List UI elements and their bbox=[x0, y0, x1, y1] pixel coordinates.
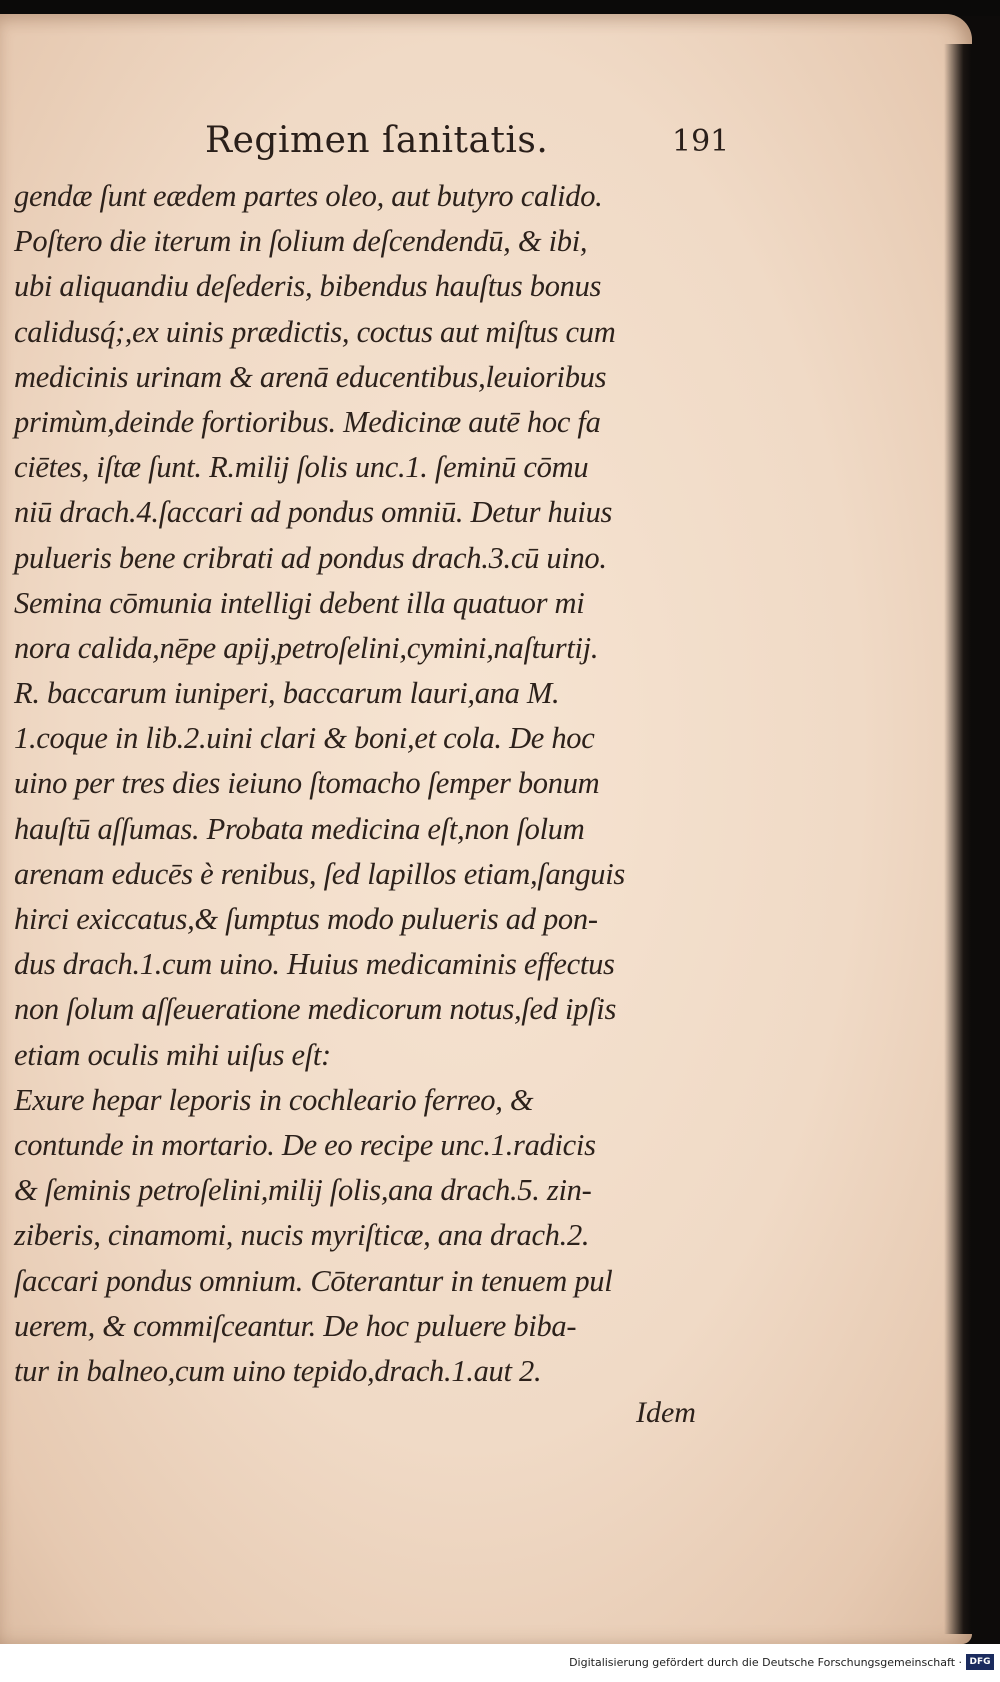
text-line: medicinis urinam & arenā educentibus,leuioribus bbox=[14, 359, 607, 394]
body-text bbox=[14, 174, 714, 1394]
text-line: ſaccari pondus omnium. Cōterantur in tenuem pul bbox=[14, 1263, 613, 1298]
text-line: R. baccarum iuniperi, baccarum lauri,ana M. bbox=[14, 676, 560, 711]
text-line: 1.coque in lib.2.uini clari & boni,et cola. De hoc bbox=[14, 721, 595, 756]
text-line: uino per tres dies ieiuno ſtomacho ſemper bonum bbox=[14, 766, 600, 801]
running-head bbox=[0, 106, 730, 166]
text-line: hirci exiccatus,& ſumptus modo pulueris ad pon- bbox=[14, 902, 598, 936]
text-line: calidusq́;,ex uinis prædictis, coctus aut miſtus cum bbox=[14, 314, 616, 349]
text-line: primùm,deinde fortioribus. Medicinæ autē hoc fa bbox=[14, 404, 601, 439]
text-line: nora calida,nēpe apij,petroſelini,cymini,naſturtij. bbox=[14, 630, 599, 665]
book-page bbox=[0, 14, 972, 1644]
text-line: Exure hepar leporis in cochleario ferreo, & bbox=[14, 1082, 534, 1117]
text-line: & ſeminis petroſelini,milij ſolis,ana drach.5. zin- bbox=[14, 1173, 592, 1208]
page-number: 191 bbox=[672, 124, 730, 159]
text-line: non ſolum aſſeueratione medicorum notus,ſed ipſis bbox=[14, 992, 617, 1027]
text-line: niū drach.4.ſaccari ad pondus omniū. Detur huius bbox=[14, 495, 613, 530]
text-line: etiam oculis mihi uiſus eſt: bbox=[14, 1037, 331, 1072]
footer-credit: Digitalisierung gefördert durch die Deutsche Forschungsgemeinschaft · bbox=[569, 1656, 962, 1669]
text-line: arenam educēs è renibus, ſed lapillos etiam,ſanguis bbox=[14, 856, 625, 891]
text-line: ciētes, iſtæ ſunt. R.milij ſolis unc.1. ſeminū cōmu bbox=[14, 450, 589, 485]
text-line: gendæ ſunt eædem partes oleo, aut butyro calido. bbox=[14, 179, 603, 213]
text-line: pulueris bene cribrati ad pondus drach.3.cū uino. bbox=[14, 540, 607, 575]
dfg-logo-icon: DFG bbox=[966, 1654, 994, 1670]
digitization-footer bbox=[0, 1644, 1000, 1682]
text-line: tur in balneo,cum uino tepido,drach.1.aut 2. bbox=[14, 1353, 542, 1388]
page-edge-shadow bbox=[944, 44, 972, 1634]
text-line: contunde in mortario. De eo recipe unc.1.radicis bbox=[14, 1127, 596, 1162]
catchword: Idem bbox=[636, 1396, 696, 1429]
text-line: dus drach.1.cum uino. Huius medicaminis effectus bbox=[14, 947, 615, 982]
text-line: Semina cōmunia intelligi debent illa quatuor mi bbox=[14, 585, 585, 620]
text-line: uerem, & commiſceantur. De hoc puluere biba- bbox=[14, 1308, 577, 1343]
text-line: ubi aliquandiu deſederis, bibendus hauſtus bonus bbox=[14, 269, 602, 304]
text-line: ziberis, cinamomi, nucis myriſticæ, ana drach.2. bbox=[14, 1218, 590, 1253]
text-line: hauſtū aſſumas. Probata medicina eſt,non ſolum bbox=[14, 811, 585, 846]
running-head-title: Regimen ſanitatis. bbox=[205, 120, 549, 161]
text-line: Poſtero die iterum in ſolium deſcendendū, & ibi, bbox=[14, 224, 588, 259]
